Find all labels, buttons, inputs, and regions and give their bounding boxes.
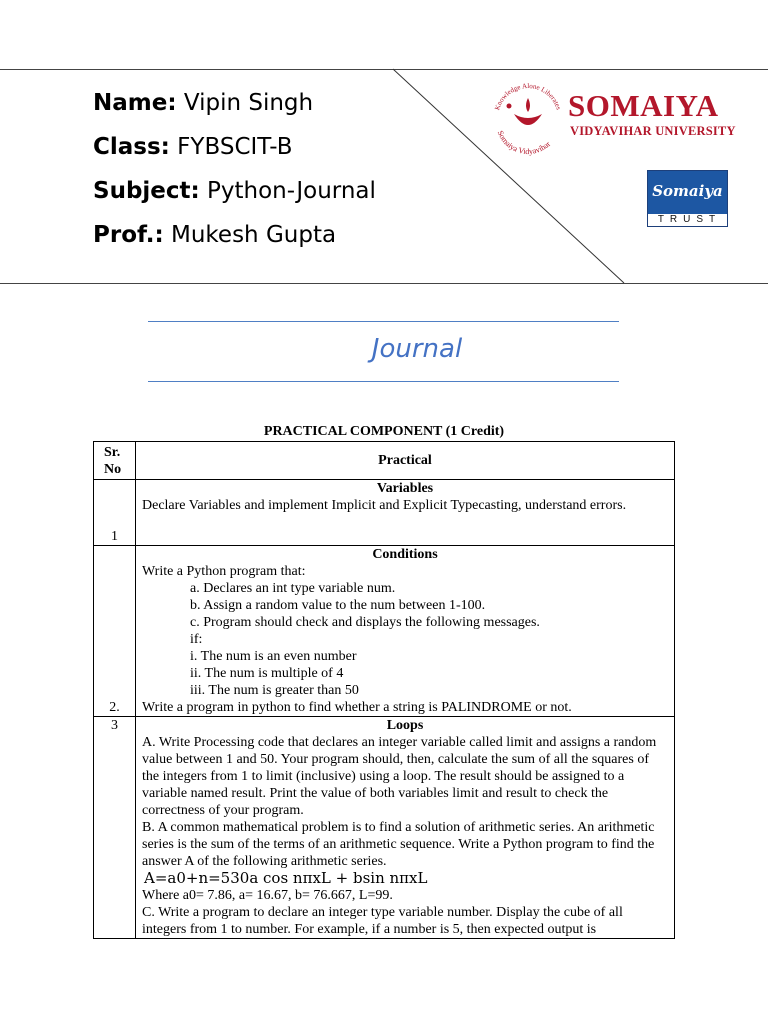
row-2-item: i. The num is an even number [190, 649, 357, 664]
subject-label: Subject: [93, 178, 200, 204]
name-value: Vipin Singh [176, 90, 314, 116]
journal-top-rule [148, 321, 619, 322]
somaiya-emblem-icon [488, 78, 568, 160]
svg-text:Knowledge Alone Liberates: Knowledge Alone Liberates [493, 81, 563, 112]
practical-table [93, 441, 675, 939]
university-name: SOMAIYA [568, 88, 719, 123]
name-field [93, 90, 313, 116]
svg-text:Somaiya Vidyavihar: Somaiya Vidyavihar [495, 129, 553, 157]
table-header-row [94, 442, 675, 480]
trust-script-text: Somaiya [648, 171, 727, 214]
row-3-where: Where a0= 7.86, a= 16.67, b= 76.667, L=99. [142, 888, 393, 903]
row-1-heading: Variables [376, 481, 434, 496]
table-row [94, 480, 675, 546]
university-subtitle: VIDYAVIHAR UNIVERSITY [570, 124, 736, 138]
trust-word: TRUST [657, 214, 722, 225]
table-row [94, 546, 675, 717]
row-2-item: c. Program should check and displays the following messages. [190, 615, 540, 630]
row-1-text: Declare Variables and implement Implicit and Explicit Typecasting, understand errors. [142, 498, 627, 513]
prof-field [93, 222, 336, 248]
row-2-sr: 2. [94, 546, 136, 717]
row-3-content [136, 717, 675, 939]
row-3-formula: A=a0+n=530a cos nπxL + bsin nπxL [144, 869, 428, 887]
row-2-item: if: [190, 632, 203, 647]
sr-no-header [94, 442, 136, 480]
row-3-sr: 3 [94, 717, 136, 939]
sr-no-header-line1: Sr. [104, 445, 121, 460]
class-label: Class: [93, 134, 170, 160]
row-3-para-b: B. A common mathematical problem is to find a solution of arithmetic series. An arithmetic series is the sum of the terms of an arithmetic sequence. Write a Python program to find the answer A of the following arithmetic series. [142, 820, 655, 869]
row-2-item: a. Declares an int type variable num. [190, 581, 396, 596]
class-field [93, 134, 292, 160]
row-2-item: ii. The num is multiple of 4 [190, 666, 344, 681]
row-2-heading: Conditions [372, 547, 438, 562]
row-3-heading: Loops [386, 718, 424, 733]
row-3-para-c: C. Write a program to declare an integer type variable number. Display the cube of all integers from 1 to number. For example, if a number is 5, then expected output is [142, 905, 623, 937]
subject-value: Python-Journal [199, 178, 376, 204]
row-2-item: b. Assign a random value to the num between 1-100. [190, 598, 486, 613]
journal-title: Journal [371, 334, 463, 364]
table-row [94, 717, 675, 939]
practical-component-title: PRACTICAL COMPONENT (1 Credit) [263, 424, 505, 439]
row-2-intro: Write a Python program that: [142, 564, 306, 579]
row-2-item: iii. The num is greater than 50 [190, 683, 359, 698]
somaiya-trust-logo [647, 170, 728, 227]
row-3-para-a: A. Write Processing code that declares an integer variable called limit and assigns a random value between 1 and 50. Your program should, then, calculate the sum of all the squares of the integers from 1 to limit (inclusive) using a loop. The result should be assigned to a variable named result. Print the value of both variables limit and result to check the correctness of your program. [142, 735, 657, 818]
sr-no-header-line2: No [104, 462, 122, 477]
prof-value: Mukesh Gupta [163, 222, 337, 248]
row-1-sr: 1 [94, 480, 136, 546]
name-label: Name: [93, 90, 177, 116]
row-2-extra: Write a program in python to find whether a string is PALINDROME or not. [142, 700, 572, 715]
row-2-content [136, 546, 675, 717]
row-1-content [136, 480, 675, 546]
practical-header: Practical [136, 442, 675, 480]
subject-field [93, 178, 376, 204]
prof-label: Prof.: [93, 222, 164, 248]
class-value: FYBSCIT-B [169, 134, 293, 160]
journal-bottom-rule [148, 381, 619, 382]
